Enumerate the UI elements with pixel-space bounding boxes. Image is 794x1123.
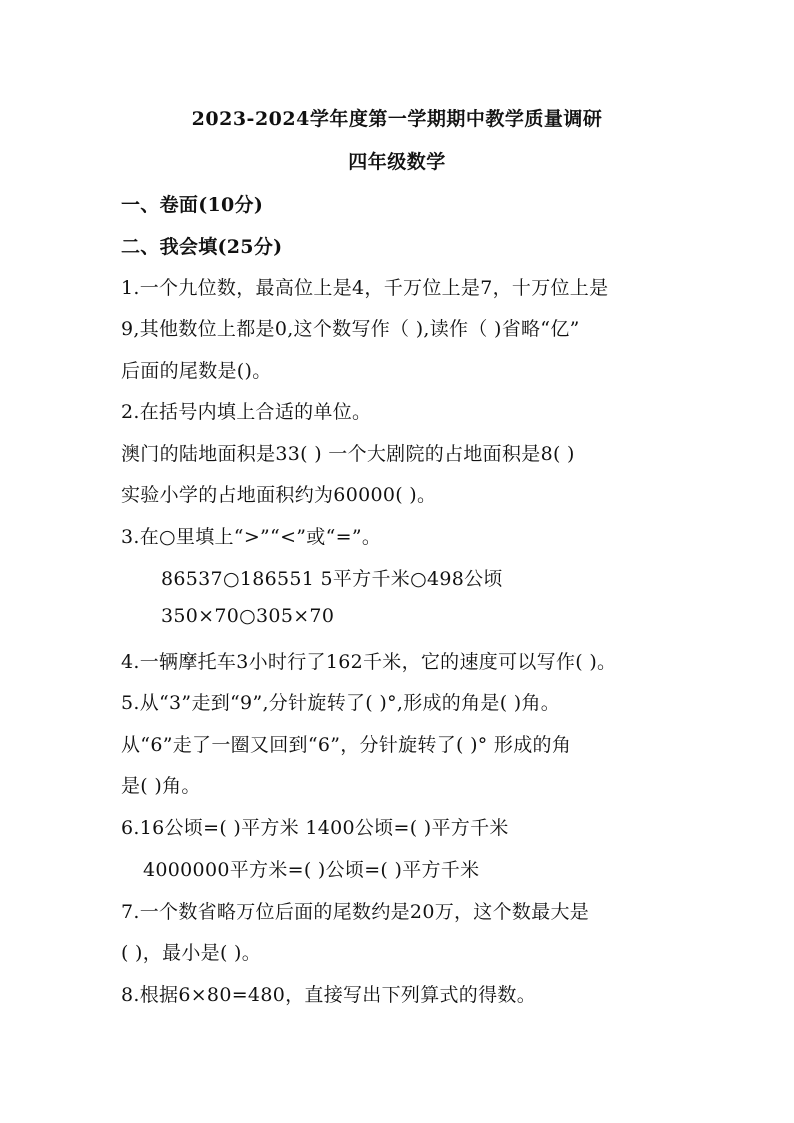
- section-heading-neatness: 一、卷面(10分): [121, 194, 264, 216]
- q5-line-2: 从“6”走了一圈又回到“6”，分针旋转了( )° 形成的角: [121, 734, 572, 756]
- q1-line-1: 1.一个九位数，最高位上是4，千万位上是7，十万位上是: [121, 277, 609, 299]
- q3-line-2: 86537○186551 5平方千米○498公顷: [161, 568, 503, 590]
- exam-subtitle: 四年级数学: [348, 151, 446, 173]
- q5-line-1: 5.从“3”走到“9”,分针旋转了( )°,形成的角是( )角。: [121, 692, 561, 714]
- q2-line-1: 2.在括号内填上合适的单位。: [121, 401, 372, 423]
- q8-line-1: 8.根据6×80=480，直接写出下列算式的得数。: [121, 984, 536, 1006]
- q7-line-1: 7.一个数省略万位后面的尾数约是20万，这个数最大是: [121, 901, 590, 923]
- q5-line-3: 是( )角。: [121, 775, 201, 797]
- q2-line-3: 实验小学的占地面积约为60000( )。: [121, 484, 437, 506]
- exam-title: 2023-2024学年度第一学期期中教学质量调研: [191, 108, 603, 130]
- q7-line-2: ( )，最小是( )。: [121, 942, 262, 964]
- q1-line-3: 后面的尾数是()。: [121, 360, 272, 382]
- q6-line-1: 6.16公顷=( )平方米 1400公顷=( )平方千米: [121, 817, 509, 839]
- q4-line-1: 4.一辆摩托车3小时行了162千米，它的速度可以写作( )。: [121, 651, 617, 673]
- q3-line-1: 3.在○里填上“>”“<”或“=”。: [121, 526, 382, 548]
- q2-line-2: 澳门的陆地面积是33( ) 一个大剧院的占地面积是8( ): [121, 443, 575, 465]
- section-heading-fill-in: 二、我会填(25分): [121, 236, 283, 258]
- q6-line-2: 4000000平方米=( )公顷=( )平方千米: [143, 859, 480, 881]
- q3-line-3: 350×70○305×70: [161, 605, 335, 627]
- q1-line-2: 9,其他数位上都是0,这个数写作（ ),读作（ )省略“亿”: [121, 318, 580, 340]
